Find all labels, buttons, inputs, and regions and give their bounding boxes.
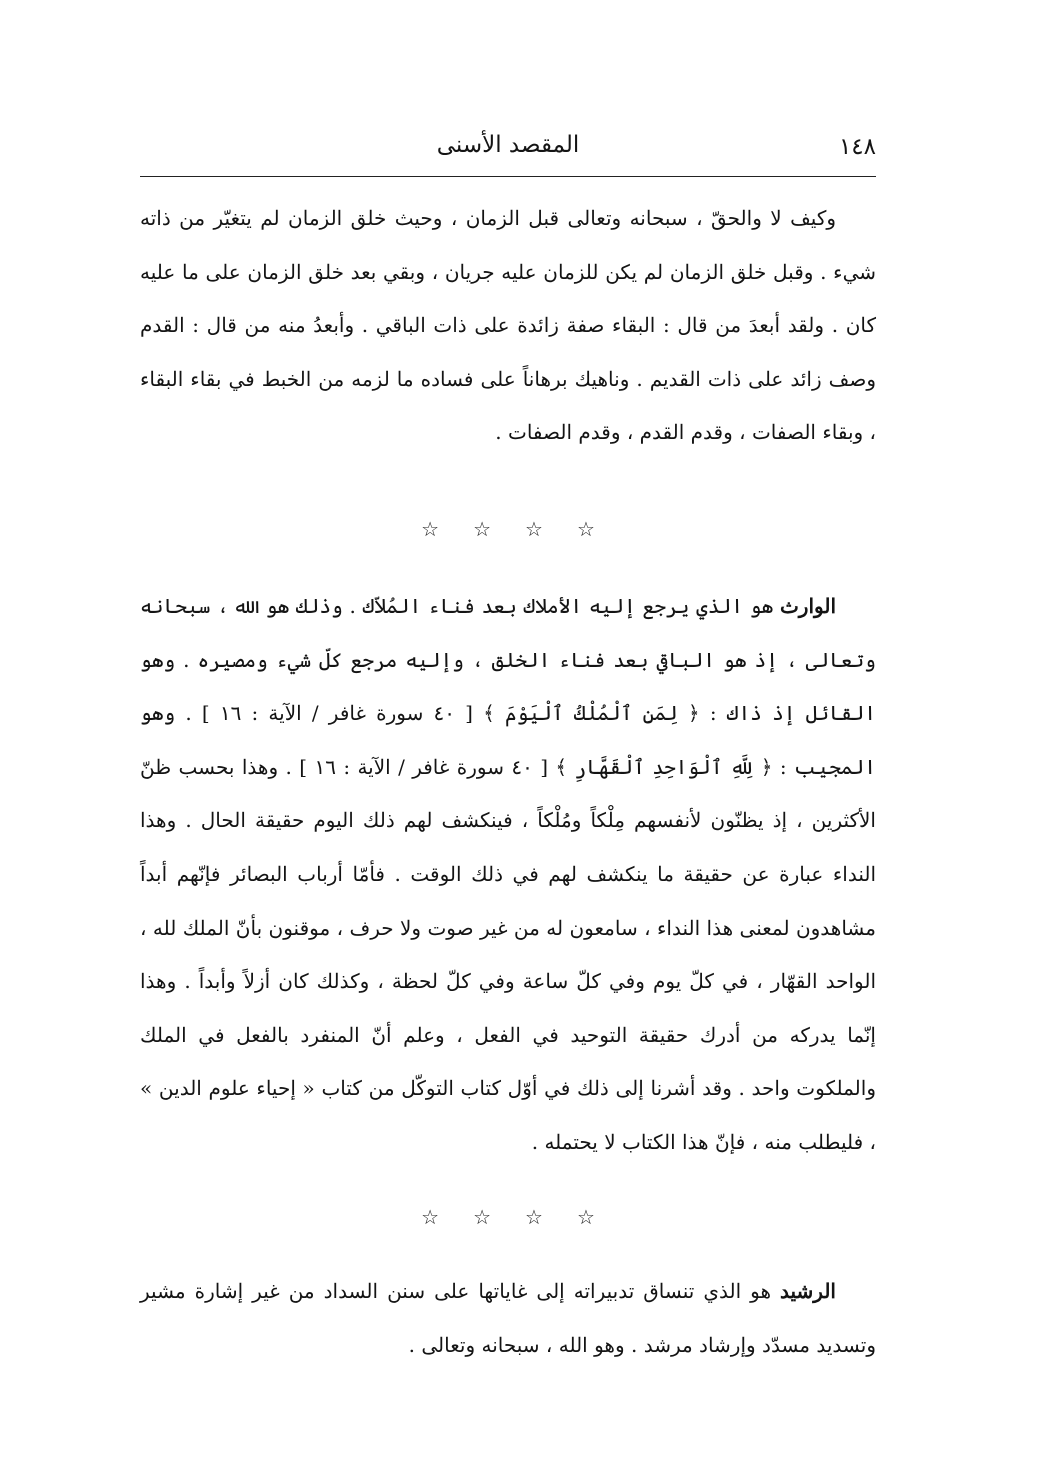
paragraph-text: هو الذي يرجع إليه الأملاك بعد فناء المُلاّك . وذلك هو الله ، سبحانه وتعالى ، إذ هو الباقي بعد فناء الخلق ، وإليه مرجع كلّ شيء ومصيره . وهو القائل إذ ذاك : ﴿ لِمَنِ ٱلْمُلْكُ ٱلْيَوْمَ ﴾ [ ٤٠ سورة غافر / الآية : ١٦ ] . وهو المجيب : ﴿ لِلَّهِ ٱلْوَاحِدِ ٱلْقَهَّارِ ﴾ [ ٤٠ سورة غافر / الآية : ١٦ ] . وهذا بحسب ظنّ الأكثرين ، إذ يظنّون لأنفسهم مِلْكاً ومُلْكاً ، فينكشف لهم ذلك اليوم حقيقة الحال . وهذا النداء عبارة عن حقيقة ما ينكشف لهم في ذلك الوقت . فأمّا أرباب البصائر فإنّهم أبداً مشاهدون لمعنى هذا النداء ، سامعون له من غير صوت ولا حرف ، موقنون بأنّ الملك لله ، الواحد القهّار ، في كلّ يوم وفي كلّ ساعة وفي كلّ لحظة ، وكذلك كان أزلاً وأبداً . وهذا إنّما يدركه من أدرك حقيقة التوحيد في الفعل ، وعلم أنّ المنفرد بالفعل في الملك والملكوت واحد . وقد أشرنا إلى ذلك في أوّل كتاب التوكّل من كتاب « إحياء علوم الدين » ، فليطلب منه ، فإنّ هذا الكتاب لا يحتمله . [140,594,877,1154]
paragraph-al-warith [140,580,876,1170]
star-icon: ☆ [421,1205,440,1229]
header-rule [140,176,876,177]
paragraph-text: هو الذي تنساق تدبيراته إلى غاياتها على سنن السداد من غير إشارة مشير وتسديد مسدّد وإرشاد مرشد . وهو الله ، سبحانه وتعالى . [140,1279,876,1357]
running-title: المقصد الأسنى [436,132,580,158]
paragraph-baqi-continuation [140,192,876,460]
star-icon: ☆ [473,517,491,541]
star-icon: ☆ [576,1205,595,1229]
star-icon: ☆ [473,1205,491,1229]
star-icon: ☆ [576,517,595,541]
page-header [140,130,876,170]
paragraph-al-rashid [140,1265,876,1372]
entry-term: الرشيد [780,1279,836,1303]
section-divider [140,514,876,544]
entry-term: الوارث [779,594,836,618]
section-divider [140,1202,876,1232]
star-icon: ☆ [421,517,440,541]
star-icon: ☆ [525,1205,543,1229]
page-number: ١٤٨ [838,134,876,160]
paragraph-text: وكيف لا والحقّ ، سبحانه وتعالى قبل الزمان ، وحيث خلق الزمان لم يتغيّر من ذاته شيء . وقبل خلق الزمان لم يكن للزمان عليه جريان ، وبقي بعد خلق الزمان على ما عليه كان . ولقد أبعدَ من قال : البقاء صفة زائدة على ذات الباقي . وأبعدُ منه من قال : القدم وصف زائد على ذات القديم . وناهيك برهاناً على فساده ما لزمه من الخبط في بقاء البقاء ، وبقاء الصفات ، وقدم القدم ، وقدم الصفات . [140,206,876,444]
star-icon: ☆ [525,517,543,541]
